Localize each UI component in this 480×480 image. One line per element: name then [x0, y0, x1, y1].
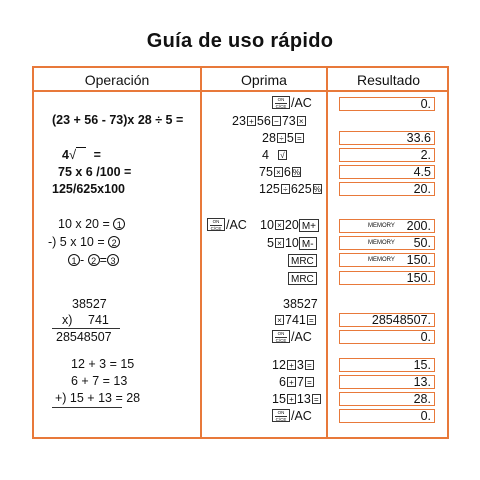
header-operacion: Operación [84, 72, 150, 88]
result-display: MEMORY 150. [339, 253, 435, 267]
keys-sequence-1: 23 + 56 − 73 × [232, 114, 307, 129]
circled-number: 2 [108, 236, 120, 248]
mult-underline [52, 328, 120, 329]
ac-key-row-2 [207, 218, 247, 233]
divide-key: ÷ [277, 133, 286, 143]
equals-key: = [307, 315, 316, 325]
ac-label: /AC [226, 218, 247, 232]
result-display: MEMORY 200. [339, 219, 435, 233]
mult-operand-top: 38527 [72, 297, 107, 311]
plus-key: + [287, 377, 296, 387]
result-display: 0. [339, 330, 435, 344]
keys-mult-2: × 741 = [274, 313, 317, 328]
multiply-key: × [275, 315, 284, 325]
keys-sum-2: 6 + 7 = [279, 375, 315, 390]
equals-key: = [305, 377, 314, 387]
sqrt-key: √ [278, 150, 287, 160]
sum-underline [52, 407, 122, 408]
operation-sqrt [62, 147, 101, 163]
circled-number: 1 [113, 218, 125, 230]
result-display: 28. [339, 392, 435, 406]
ac-label: /AC [291, 96, 312, 110]
result-display: MEMORY 50. [339, 236, 435, 250]
on-clear-key: $\frac{ON}{C/CE}$ [272, 96, 290, 109]
result-display: 4.5 [339, 165, 435, 179]
divide-key: ÷ [281, 184, 290, 194]
m-minus-key: M- [299, 237, 317, 250]
operation-percent: 75 x 6 /100 = [58, 165, 132, 179]
header-divider [34, 90, 447, 92]
result-display: 2. [339, 148, 435, 162]
circled-number: 1 [68, 254, 80, 266]
column-divider-2 [326, 68, 328, 437]
percent-key: % [292, 168, 300, 177]
memory-op-3: 1 - 2 = 3 [68, 253, 119, 268]
multiply-key: × [274, 167, 283, 177]
result-display: 0. [339, 409, 435, 423]
keys-sequence-3: 4 √ [262, 148, 288, 163]
ac-key-row-3 [272, 330, 312, 345]
keys-sequence-5: 125 ÷ 625 % [259, 182, 321, 196]
keys-memory-2: 5 × 10 M- [267, 236, 317, 251]
sqrt-symbol: √ [68, 147, 77, 162]
ac-key-row-4 [272, 409, 312, 424]
m-plus-key: M+ [299, 219, 319, 232]
result-display: 15. [339, 358, 435, 372]
plus-key: + [247, 116, 256, 126]
keys-memory-4 [288, 271, 317, 286]
memory-indicator: MEMORY [368, 240, 395, 246]
ac-key-row-1 [272, 96, 312, 111]
sum-op-2: 6 + 7 = 13 [71, 374, 128, 388]
mrc-key: MRC [288, 272, 317, 285]
result-display: 150. [339, 271, 435, 285]
sum-op-1: 12 + 3 = 15 [71, 357, 135, 371]
on-clear-key: $\frac{ON}{C/CE}$ [272, 409, 290, 422]
memory-op-1: 10 x 20 = 1 [58, 217, 125, 232]
memory-op-2: -) 5 x 10 = 2 [48, 235, 120, 250]
sqrt-number: 4 [62, 148, 69, 162]
mult-operand-bottom: 741 [88, 313, 109, 327]
result-display: 33.6 [339, 131, 435, 145]
keys-sequence-4: 75 × 6 % [259, 165, 300, 179]
keys-memory-1: 10 × 20 M+ [260, 218, 319, 233]
on-clear-key: $\frac{ON}{C/CE}$ [272, 330, 290, 343]
result-display: 0. [339, 97, 435, 111]
keys-memory-3 [288, 253, 317, 268]
ac-label: /AC [291, 330, 312, 344]
sqrt-equals: = [93, 148, 101, 162]
multiply-key: × [275, 220, 284, 230]
result-display: 20. [339, 182, 435, 196]
mult-operand-sign: x) [62, 313, 73, 327]
memory-indicator: MEMORY [368, 257, 395, 263]
memory-indicator: MEMORY [368, 223, 395, 229]
column-divider-1 [200, 68, 202, 437]
page-title: Guía de uso rápido [146, 30, 334, 52]
result-display: 13. [339, 375, 435, 389]
header-oprima: Oprima [241, 72, 287, 88]
keys-sum-1: 12 + 3 = [272, 358, 315, 373]
multiply-key: × [297, 116, 306, 126]
ac-label: /AC [291, 409, 312, 423]
operation-ratio: 125/625x100 [52, 182, 125, 196]
keys-mult-1: 38527 [283, 297, 318, 311]
equals-key: = [305, 360, 314, 370]
result-display: 28548507. [339, 313, 435, 327]
keys-sum-3: 15 + 13 = [272, 392, 322, 407]
sum-op-3: +) 15 + 13 = 28 [55, 391, 141, 405]
percent-key: % [313, 185, 321, 194]
circled-number: 2 [88, 254, 100, 266]
operation-expression-1: (23 + 56 - 73)x 28 ÷ 5 = [52, 113, 184, 127]
mult-result: 28548507 [56, 330, 112, 344]
plus-key: + [287, 360, 296, 370]
header-resultado: Resultado [356, 72, 421, 88]
mrc-key: MRC [288, 254, 317, 267]
keys-sequence-2: 28 ÷ 5 = [262, 131, 305, 146]
plus-key: + [287, 394, 296, 404]
equals-key: = [312, 394, 321, 404]
on-clear-key: $\frac{ON}{C/CE}$ [207, 218, 225, 231]
minus-key: − [272, 116, 281, 126]
equals-key: = [295, 133, 304, 143]
circled-number: 3 [107, 254, 119, 266]
multiply-key: × [275, 238, 284, 248]
